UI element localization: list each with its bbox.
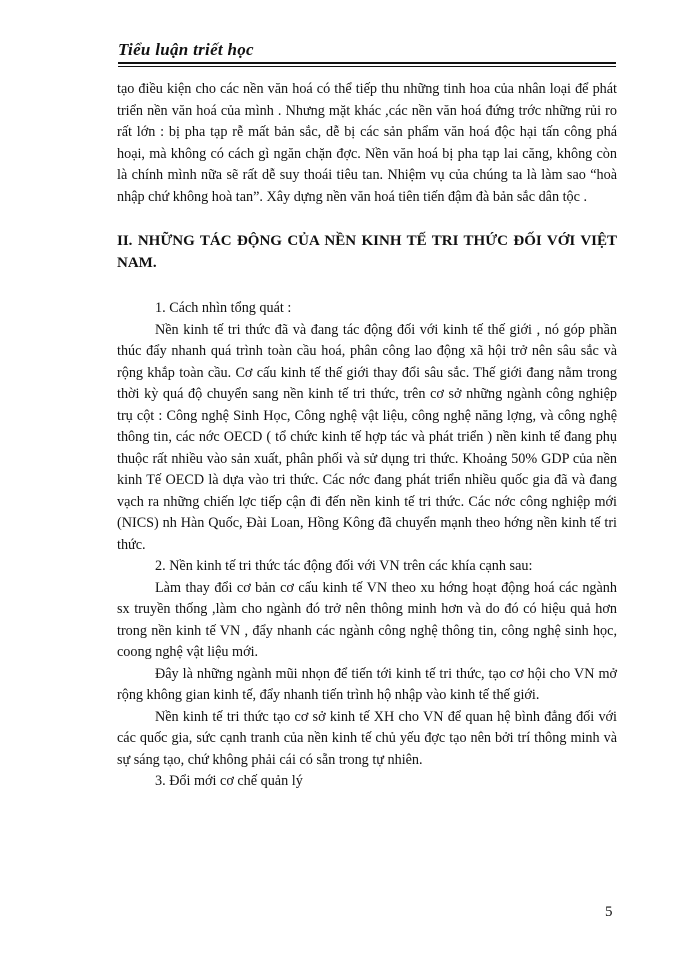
intro-paragraph: tạo điều kiện cho các nền văn hoá có thể tiếp thu những tinh hoa của nhân loại để phát triển nền văn hoá của mình . Nhưng mặt khác ,các nền văn hoá đứng trớc những rủi ro rất lớn : bị pha tạp rễ mất bản sắc, dễ bị các sản phẩm văn hoá độc hại tấn công phá hoại, mà không có cách gì ngăn chặn đợc. Nền văn hoá bị pha tạp lai căng, không còn là chính mình nữa sẽ rất dễ suy thoái tiêu tan. Nhiệm vụ của chúng ta là làm sao “hoà nhập chứ không hoà tan”. Xây dựng nền văn hoá tiên tiến đậm đà bản sắc dân tộc .	[117, 81, 617, 205]
paragraph-impact-3: Nền kinh tế tri thức tạo cơ sở kinh tế XH cho VN để quan hệ bình đẳng đối với các quốc gia, sức cạnh tranh của nền kinh tế chủ yếu đợc tạo nên bởi trí thông minh và sự sáng tạo, chứ không phải cái có sẵn trong tự nhiên.	[117, 708, 617, 768]
header-rule	[118, 62, 616, 64]
page-number: 5	[605, 904, 613, 920]
subheading-3: 3. Đổi mới cơ chế quản lý	[155, 773, 303, 789]
header-rule-thin	[118, 66, 616, 67]
section-heading: II. NHỮNG TÁC ĐỘNG CỦA NỀN KINH TẾ TRI THỨC ĐỐI VỚI VIỆT NAM.	[117, 233, 617, 271]
subheading-2: 2. Nền kinh tế tri thức tác động đối với VN trên các khía cạnh sau:	[155, 558, 533, 574]
page-header	[118, 40, 616, 67]
paragraph-overview: Nền kinh tế tri thức đã và đang tác động đối với kinh tế thế giới , nó góp phần thúc đẩy nhanh quá trình toàn cầu hoá, phân công lao động xã hội trở nên sâu sắc và rộng khắp toàn cầu. Cơ cấu kinh tế thế giới thay đổi sâu sắc. Thế giới đang nằm trong thời kỳ quá độ chuyển sang nền kinh tế tri thức, trên cơ sở những ngành công nghiệp trụ cột : Công nghệ Sinh Học, Công nghệ vật liệu, công nghệ năng lợng, và công nghệ thông tin, các nớc OECD ( tổ chức kinh tế hợp tác và phát triển ) nền kinh tế đang phụ thuộc rất nhiều vào sản xuất, phân phối và sử dụng tri thức. Khoảng 50% GDP của nền kinh Tế OECD là dựa vào tri thức. Các nớc đang phát triển nhiều quốc gia đã và đang vạch ra những chiến lợc tiếp cận đi đến nền kinh tế tri thức. Các nớc công nghiệp mới (NICS) nh Hàn Quốc, Đài Loan, Hồng Kông đã chuyển mạnh theo hớng nền kinh tế tri thức.	[117, 321, 617, 553]
paragraph-impact-1: Làm thay đổi cơ bản cơ cấu kinh tế VN theo xu hớng hoạt động hoá các ngành sx truyền thống ,làm cho ngành đó trở nên thông minh hơn và do đó có hiệu quả hơn trong nền kinh tế VN , đẩy nhanh các ngành công nghệ thông tin, công nghệ sinh học, coong nghệ vật liệu mới.	[117, 579, 617, 660]
paragraph-impact-2: Đây là những ngành mũi nhọn để tiến tới kinh tế tri thức, tạo cơ hội cho VN mở rộng không gian kinh tế, đẩy nhanh tiến trình hộ nhập vào kinh tế thế giới.	[117, 665, 617, 703]
page-body	[117, 79, 617, 793]
subheading-1: 1. Cách nhìn tổng quát :	[155, 300, 292, 316]
header-title: Tiểu luận triết học	[118, 40, 254, 59]
